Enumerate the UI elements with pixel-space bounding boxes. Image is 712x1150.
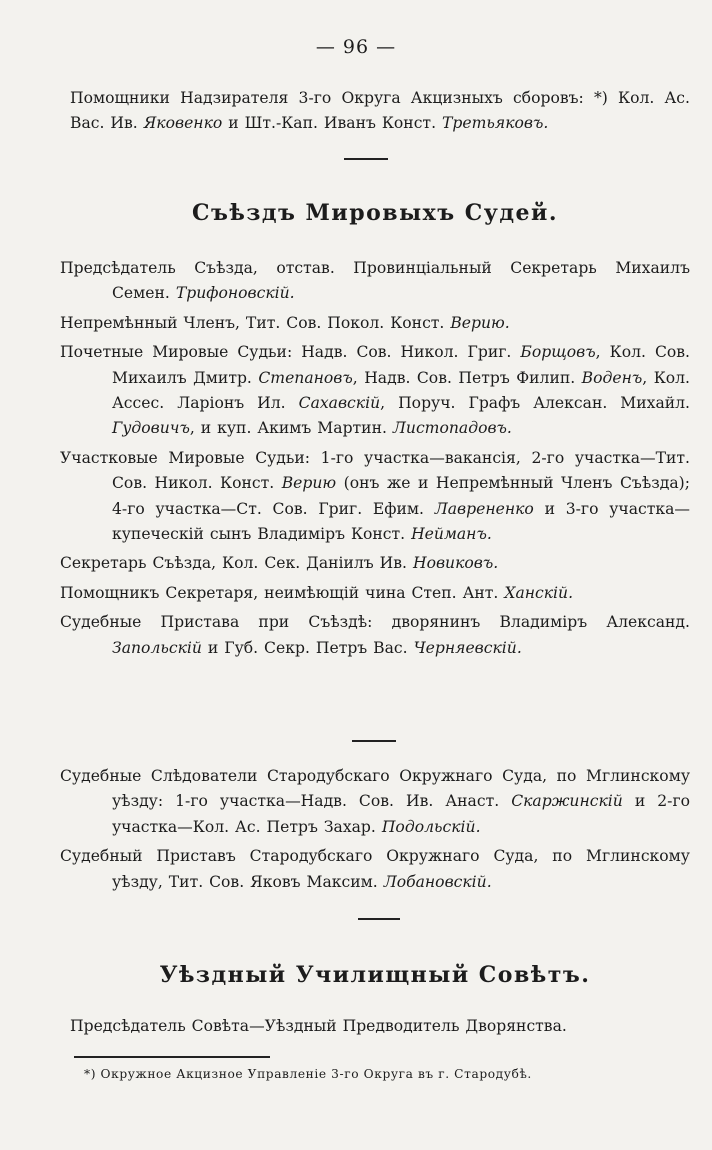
person-name: Сахавскій — [298, 394, 381, 413]
person-name: Нейманъ. — [411, 525, 492, 544]
entry-text: , Кол. Ассес. Ларіонъ Ил. — [112, 368, 691, 413]
entry-investigators — [60, 764, 690, 840]
entry-text: и 2-го участка—Кол. Ас. Петръ Захар. — [112, 792, 691, 836]
entry-bailiffs — [60, 610, 690, 661]
section-school-council — [60, 962, 690, 988]
person-name: Лаврененко — [434, 499, 534, 518]
entry-text: , Кол. Сов. Михаилъ Дмитр. — [112, 343, 691, 387]
magistrates-entries — [60, 256, 690, 665]
intro-text: и Шт.-Кап. Иванъ Конст. — [222, 114, 442, 133]
entry-text: Помощникъ Секретаря, неимѣющій чина Степ. Ант. — [60, 583, 505, 602]
entry-council-chairman: Предсѣдатель Совѣта—Уѣздный Предводитель Дворянства. — [70, 1017, 567, 1035]
entry-text: , Поруч. Графъ Алексан. Михайл. — [380, 394, 690, 413]
school-council-entries — [60, 1014, 690, 1043]
person-name: Гудовичъ — [112, 419, 190, 438]
section-heading: Уѣздный Училищный Совѣтъ. — [159, 962, 591, 988]
entry-text: Судебные Слѣдователи Стародубскаго Окружнаго Суда, по Мглинскому уѣзду: 1-го участка—Надв. Сов. Ив. Анаст. — [60, 767, 690, 811]
page-number: — 96 — — [315, 36, 397, 58]
person-name: Новиковъ. — [412, 554, 499, 573]
section-divider — [358, 918, 400, 920]
person-name: Яковенко — [143, 114, 223, 133]
entry-district-judges — [60, 446, 690, 548]
entry-text: Почетные Мировые Судьи: Надв. Сов. Никол. Григ. — [60, 343, 521, 362]
entry-court-bailiff — [60, 844, 690, 895]
person-name: Трифоновскій. — [175, 284, 295, 303]
person-name: Ханскій. — [504, 583, 574, 602]
entry-text: и 3-го участка—купеческій сынъ Владиміръ Конст. — [112, 499, 690, 544]
entry-honorary-judges — [60, 340, 690, 442]
person-name: Степановъ — [258, 368, 353, 387]
entry-text: Участковые Мировые Судьи: 1-го участка—вакансія, 2-го участка—Тит. Сов. Никол. Конст. — [60, 448, 690, 493]
section-divider — [344, 158, 388, 160]
person-name: Воденъ — [581, 368, 643, 387]
person-name: Запольскій — [112, 638, 202, 657]
section-investigators — [60, 764, 690, 899]
footnote: *) Окружное Акцизное Управленіе 3-го Округа въ г. Стародубѣ. — [84, 1067, 532, 1081]
entry-assistant-secretary — [60, 581, 690, 606]
entry-text: Секретарь Съѣзда, Кол. Сек. Даніилъ Ив. — [60, 554, 413, 573]
entry-chairman — [60, 256, 690, 307]
intro-block — [60, 86, 690, 141]
entry-secretary — [60, 551, 690, 576]
section-heading: Съѣздъ Мировыхъ Судей. — [191, 200, 559, 226]
person-name: Борщовъ — [520, 343, 596, 362]
person-name: Листопадовъ. — [392, 419, 512, 438]
intro-paragraph — [60, 86, 690, 137]
section-divider — [352, 740, 396, 742]
person-name: Скаржинскій — [511, 792, 623, 811]
footnote-rule — [74, 1056, 270, 1058]
person-name: Третьяковъ. — [441, 114, 549, 133]
entry-text: , Надв. Сов. Петръ Филип. — [352, 368, 582, 387]
entry-text: (онъ же и Непремѣнный Членъ Съѣзда); 4-го участка—Ст. Сов. Григ. Ефим. — [112, 474, 690, 518]
entry-text: Предсѣдатель Съѣзда, отстав. Провинціальный Секретарь Михаилъ Семен. — [60, 259, 690, 303]
intro-text: Помощники Надзирателя 3-го Округа Акцизныхъ сборовъ: *) Кол. Ас. Вас. Ив. — [70, 89, 690, 133]
entry-text: Судебные Пристава при Съѣздѣ: дворянинъ Владиміръ Александ. — [60, 613, 690, 632]
section-magistrates — [60, 200, 690, 226]
entry-text: Судебный Приставъ Стародубскаго Окружнаго Суда, по Мглинскому уѣзду, Тит. Сов. Яковъ Максим. — [60, 847, 690, 891]
person-name: Верию — [281, 474, 337, 493]
entry-text: Непремѣнный Членъ, Тит. Сов. Покол. Конст. — [60, 313, 451, 332]
entry-text: , и куп. Акимъ Мартин. — [189, 419, 393, 438]
entry-permanent-member — [60, 311, 690, 336]
person-name: Подольскій. — [381, 817, 481, 836]
entry-text: и Губ. Секр. Петръ Вас. — [201, 638, 414, 657]
person-name: Верию. — [450, 313, 510, 332]
person-name: Лобановскій. — [383, 872, 492, 891]
person-name: Черняевскій. — [413, 638, 522, 657]
